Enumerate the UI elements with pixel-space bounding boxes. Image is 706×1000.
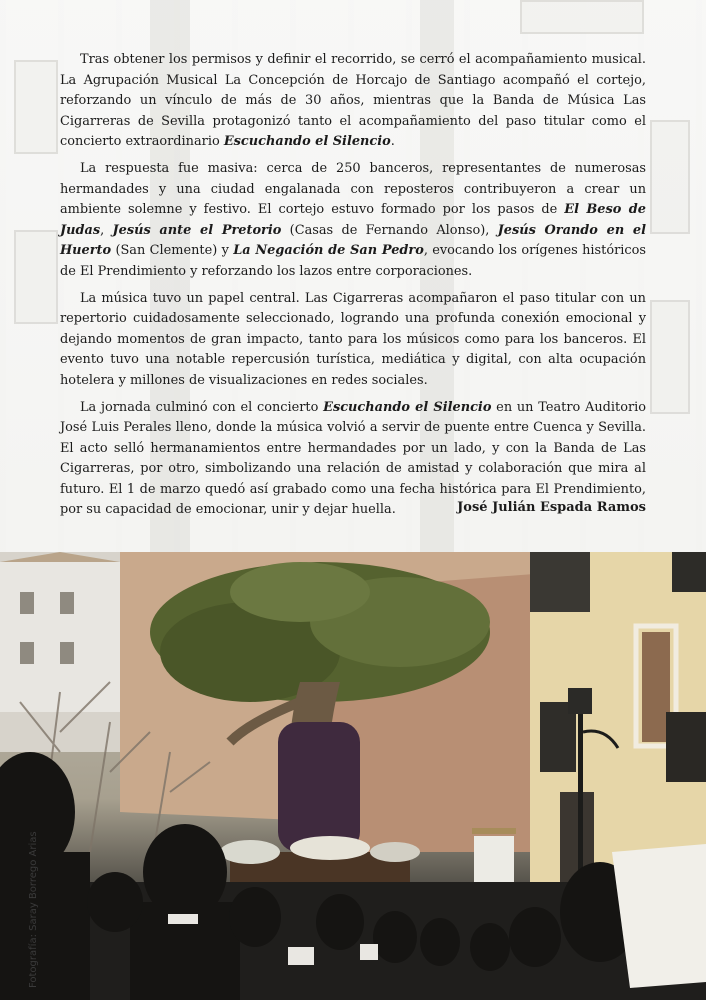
- photo-credit: Fotografía: Saray Borrego Arias: [28, 831, 39, 988]
- emphasized-title: Escuchando el Silencio: [223, 134, 391, 150]
- paragraph-text: (Casas de Fernando Alonso),: [281, 222, 498, 238]
- article-paragraph: [60, 289, 646, 392]
- emphasized-title: Jesús ante el Pretorio: [112, 222, 282, 238]
- paragraph-text: ,: [100, 222, 113, 238]
- paragraph-text: La jornada culminó con el concierto: [80, 399, 324, 415]
- emphasized-title: La Negación de San Pedro: [233, 243, 424, 259]
- emphasized-title: El Beso de Judas: [60, 202, 646, 238]
- paragraph-text: , evocando los orígenes históricos de El Prendimiento y reforzando los lazos entre corporaciones.: [60, 243, 646, 279]
- paragraph-text: La música tuvo un papel central. Las Cigarreras acompañaron el paso titular con un repertorio cuidadosamente seleccionado, logrando una profunda conexión emocional y dejando momentos de gran impacto, tanto para los músicos como para los banceros. El evento tuvo una notable repercusión turística, mediática y digital, con alta ocupación hotelera y millones de visualizaciones en redes sociales.: [60, 290, 646, 388]
- paragraph-text: en un Teatro Auditorio José Luis Perales lleno, donde la música volvió a servir de puente entre Cuenca y Sevilla. El acto selló hermanamientos entre hermandades por un lado, y con la Banda de Las Cigarreras, por otro, simbolizando una relación de amistad y colaboración que mira al futuro. El 1 de marzo quedó así grabado como una fecha histórica para El Prendimiento, por su capacidad de emocionar, unir y dejar huella.: [60, 399, 646, 518]
- paragraph-text: Tras obtener los permisos y definir el recorrido, se cerró el acompañamiento musical. La Agrupación Musical La Concepción de Horcajo de Santiago acompañó el cortejo, reforzando un vínculo de más de 30 años, mientras que la Banda de Música Las Cigarreras de Sevilla protagonizó tanto el acompañamiento del paso titular como el concierto extraordinario: [60, 52, 646, 150]
- emphasized-title: Escuchando el Silencio: [323, 399, 492, 415]
- emphasized-title: Jesús Orando en el Huerto: [60, 222, 646, 259]
- article-paragraph: [60, 50, 646, 153]
- article-paragraph: [60, 159, 646, 283]
- photo-illustration: [0, 552, 706, 1000]
- paragraph-text: .: [390, 134, 395, 150]
- paragraph-text: (San Clemente) y: [111, 243, 234, 259]
- author-signature: José Julián Espada Ramos: [457, 500, 646, 515]
- procession-photo: [0, 552, 706, 1000]
- article-body: [60, 50, 646, 527]
- paragraph-text: La respuesta fue masiva: cerca de 250 banceros, representantes de numerosas hermandades y una ciudad engalanada con reposteros contribuyeron a crear un ambiente solemne y festivo. El cortejo estuvo formado por los pasos de: [60, 160, 646, 218]
